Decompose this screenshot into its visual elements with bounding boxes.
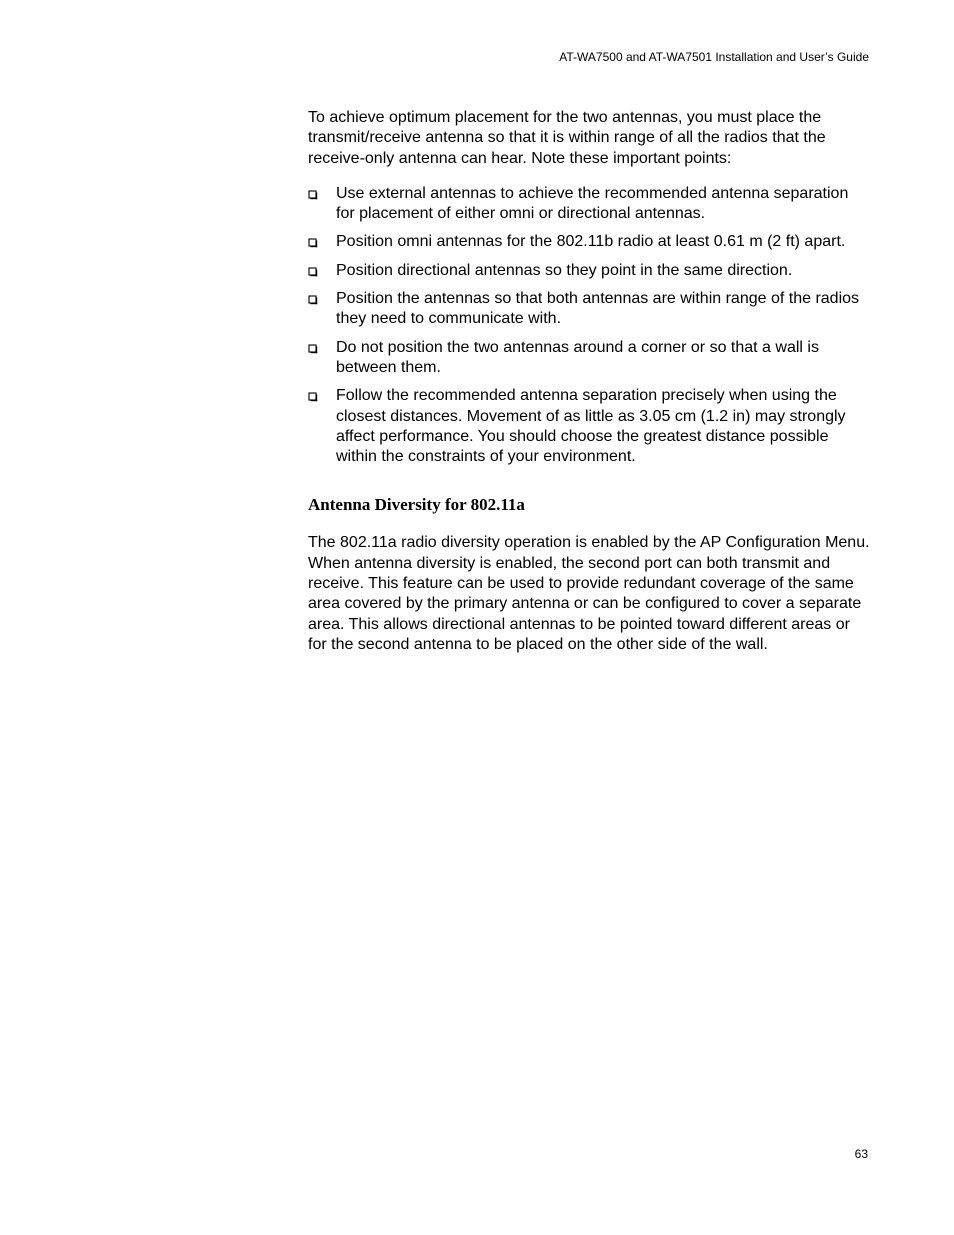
checkbox-square-icon [308,295,318,305]
list-item-text: Position omni antennas for the 802.11b radio at least 0.61 m (2 ft) apart. [336,233,846,251]
checkbox-square-icon [308,267,318,277]
important-points-list [308,184,870,468]
intro-paragraph: To achieve optimum placement for the two antennas, you must place the transmit/receive antenna so that it is within range of all the radios that the receive-only antenna can hear. Note these important points: [308,109,826,167]
list-item [308,386,870,467]
checkbox-square-icon [308,344,318,354]
list-item [308,184,870,225]
list-item [308,338,870,379]
main-content [308,108,870,655]
section-heading: Antenna Diversity for 802.11a [308,495,525,515]
checkbox-square-icon [308,392,318,402]
running-header: AT-WA7500 and AT-WA7501 Installation and User’s Guide [559,50,869,64]
checkbox-square-icon [308,238,318,248]
list-item-text: Use external antennas to achieve the recommended antenna separation for placement of either omni or directional antennas. [336,184,849,223]
section-body-paragraph: The 802.11a radio diversity operation is enabled by the AP Configuration Menu. When antenna diversity is enabled, the second port can both transmit and receive. This feature can be used to provide redundant coverage of the same area covered by the primary antenna or can be configured to cover a separate area. This allows directional antennas to be pointed toward different areas or for the second antenna to be placed on the other side of the wall. [308,534,870,653]
page-number: 63 [854,1147,868,1161]
list-item-text: Position the antennas so that both antennas are within range of the radios they need to communicate with. [336,290,860,328]
list-item [308,289,870,330]
list-item-text: Position directional antennas so they point in the same direction. [336,261,793,279]
checkbox-square-icon [308,190,318,200]
list-item [308,261,870,281]
list-item [308,232,870,252]
list-item-text: Do not position the two antennas around a corner or so that a wall is between them. [336,338,819,376]
list-item-text: Follow the recommended antenna separation precisely when using the closest distances. Movement of as little as 3.05 cm (1.2 in) may strongly affect performance. You should choose the greatest distance possible within the constraints of your environment. [336,387,846,466]
